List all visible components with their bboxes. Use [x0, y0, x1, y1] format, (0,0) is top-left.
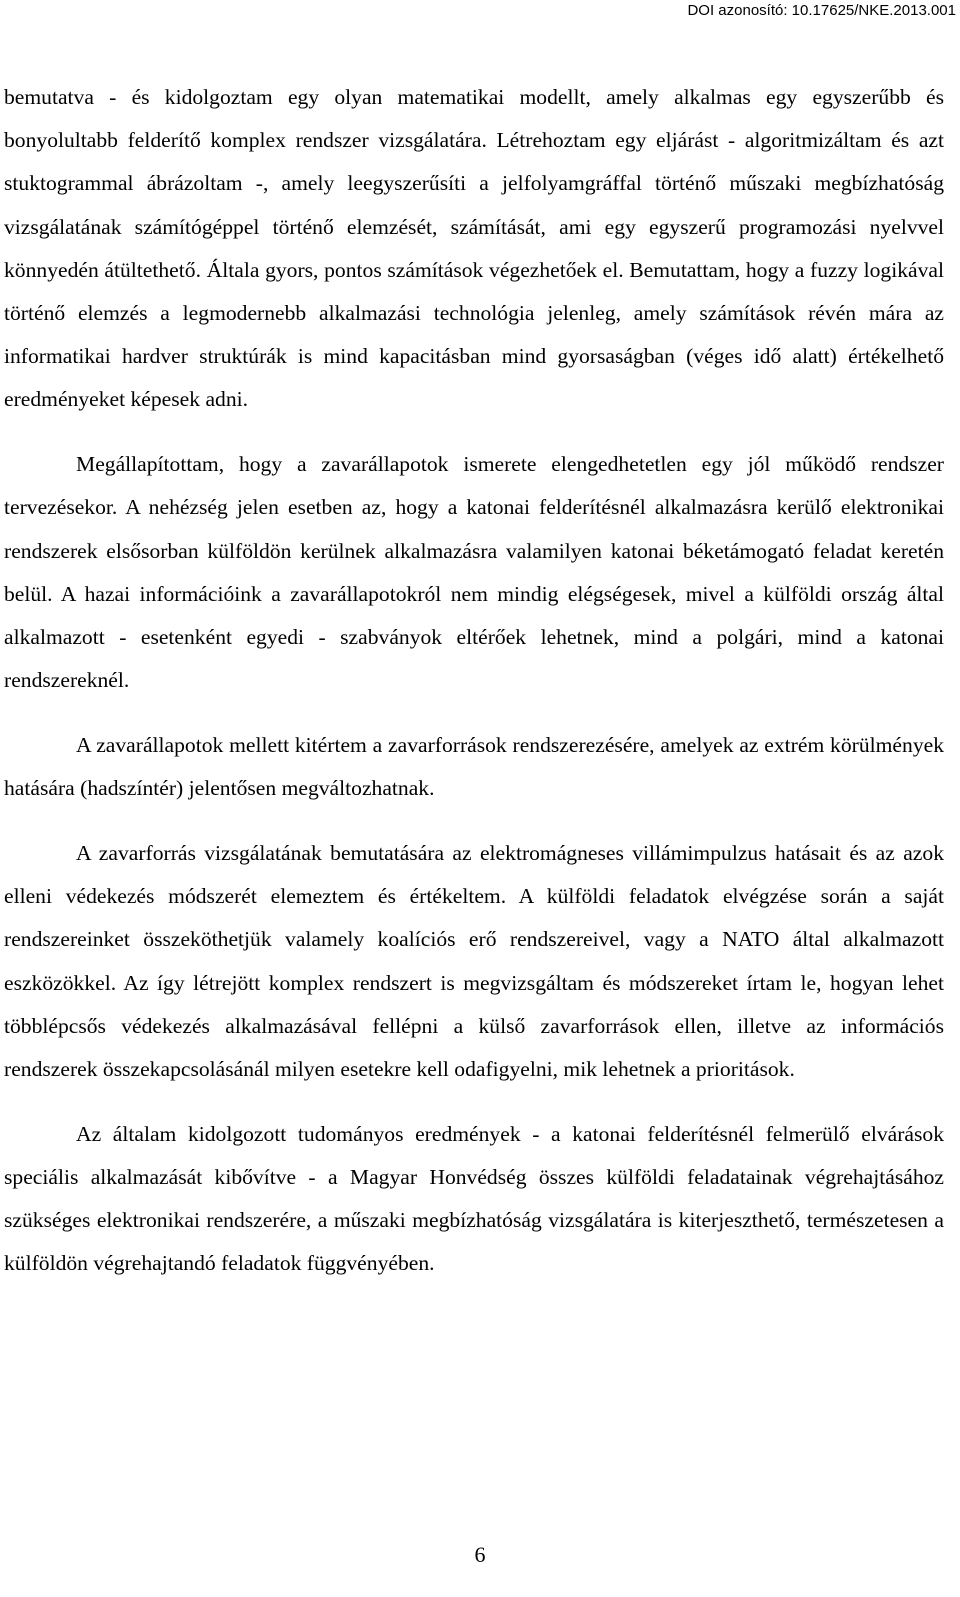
page-number: 6: [474, 1542, 486, 1567]
paragraph-3: A zavarállapotok mellett kitértem a zavarforrások rendszerezésére, amelyek az extrém körülmények hatására (hadszíntér) jelentősen megváltozhatnak.: [4, 733, 944, 801]
doi-identifier: DOI azonosító: 10.17625/NKE.2013.001: [687, 2, 956, 19]
paragraph-2: Megállapítottam, hogy a zavarállapotok ismerete elengedhetetlen egy jól működő rendszer tervezésekor. A nehézség jelen esetben az, hogy a katonai felderítésnél alkalmazásra kerülő elektronikai rendszerek elsősorban külföldön kerülnek alkalmazásra valamilyen katonai béketámogató feladat keretén belül. A hazai információink a zavarállapotokról nem mindig elégségesek, mivel a külföldi ország által alkalmazott - esetenként egyedi - szabványok eltérőek lehetnek, mind a polgári, mind a katonai rendszereknél.: [4, 452, 944, 693]
paragraph-4: A zavarforrás vizsgálatának bemutatására az elektromágneses villámimpulzus hatásait és az azok elleni védekezés módszerét elemeztem és értékeltem. A külföldi feladatok elvégzése során a saját rendszereinket összeköthetjük valamely koalíciós erő rendszereivel, vagy a NATO által alkalmazott eszközökkel. Az így létrejött komplex rendszert is megvizsgáltam és módszereket írtam le, hogyan lehet többlépcsős védekezés alkalmazásával fellépni a külső zavarforrások ellen, illetve az információs rendszerek összekapcsolásánál milyen esetekre kell odafigyelni, mik lehetnek a prioritások.: [4, 841, 944, 1082]
document-body: [4, 76, 944, 1286]
paragraph-5: Az általam kidolgozott tudományos eredmények - a katonai felderítésnél felmerülő elvárások speciális alkalmazását kibővítve - a Magyar Honvédség összes külföldi feladatainak végrehajtásához szükséges elektronikai rendszerére, a műszaki megbízhatóság vizsgálatára is kiterjeszthető, természetesen a külföldön végrehajtandó feladatok függvényében.: [4, 1121, 944, 1276]
paragraph-1: bemutatva - és kidolgoztam egy olyan matematikai modellt, amely alkalmas egy egyszerűbb és bonyolultabb felderítő komplex rendszer vizsgálatára. Létrehoztam egy eljárást - algoritmizáltam és azt stuktogrammal ábrázoltam -, amely leegyszerűsíti a jelfolyamgráffal történő műszaki megbízhatóság vizsgálatának számítógéppel történő elemzését, számítását, ami egy egyszerű programozási nyelvvel könnyedén átültethető. Általa gyors, pontos számítások végezhetőek el. Bemutattam, hogy a fuzzy logikával történő elemzés a legmodernebb alkalmazási technológia jelenleg, amely számítások révén mára az informatikai hardver struktúrák is mind kapacitásban mind gyorsaságban (véges idő alatt) értékelhető eredményeket képesek adni.: [4, 85, 944, 412]
